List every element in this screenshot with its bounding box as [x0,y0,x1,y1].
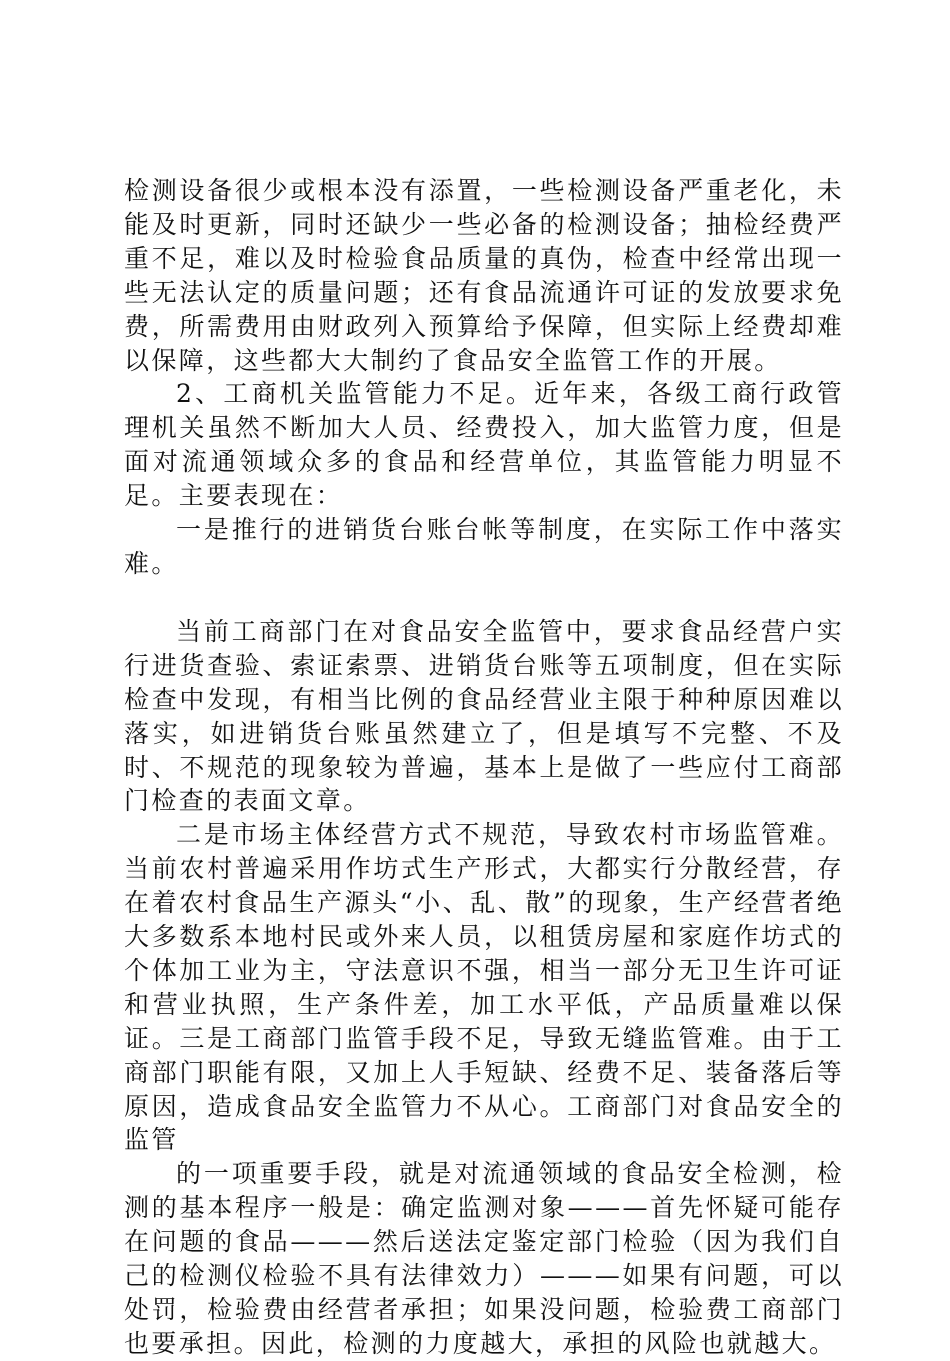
paragraph-point-one: 一是推行的进销货台账台帐等制度，在实际工作中落实难。 [124,515,844,578]
document-body [124,174,844,1361]
paragraph-testing-procedure: 的一项重要手段，就是对流通领域的食品安全检测，检测的基本程序一般是：确定监测对象———首先怀疑可能存在问题的食品———然后送法定鉴定部门检验（因为我们自己的检测仪检验不具有法律效力）———如果有问题，可以处罚，检验费由经营者承担；如果没问题，检验费工商部门也要承担。因此，检测的力度越大，承担的风险也就越大。 [124,1159,844,1358]
paragraph-insufficient-capacity: 2、工商机关监管能力不足。近年来，各级工商行政管理机关虽然不断加大人员、经费投入，加大监管力度，但是面对流通领域众多的食品和经营单位，其监管能力明显不足。主要表现在： [124,379,844,511]
paragraph-ledger-system: 当前工商部门在对食品安全监管中，要求食品经营户实行进货查验、索证索票、进销货台账等五项制度，但在实际检查中发现，有相当比例的食品经营业主限于种种原因难以落实，如进销货台账虽然建立了，但是填写不完整、不及时、不规范的现象较为普遍，基本上是做了一些应付工商部门检查的表面文章。 [124,616,844,816]
paragraph-equipment-funding: 检测设备很少或根本没有添置，一些检测设备严重老化，未能及时更新，同时还缺少一些必备的检测设备；抽检经费严重不足，难以及时检验食品质量的真伪，检查中经常出现一些无法认定的质量问题；还有食品流通许可证的发放要求免费，所需费用由财政列入预算给予保障，但实际上经费却难以保障，这些都大大制约了食品安全监管工作的开展。 [124,176,844,375]
paragraph-rural-market: 二是市场主体经营方式不规范，导致农村市场监管难。当前农村普遍采用作坊式生产形式，大都实行分散经营，存在着农村食品生产源头“小、乱、散”的现象，生产经营者绝大多数系本地村民或外来人员，以租赁房屋和家庭作坊式的个体加工业为主，守法意识不强，相当一部分无卫生许可证和营业执照，生产条件差，加工水平低，产品质量难以保证。三是工商部门监管手段不足，导致无缝监管难。由于工商部门职能有限，又加上人手短缺、经费不足、装备落后等原因，造成食品安全监管力不从心。工商部门对食品安全的监管 [124,820,844,1155]
